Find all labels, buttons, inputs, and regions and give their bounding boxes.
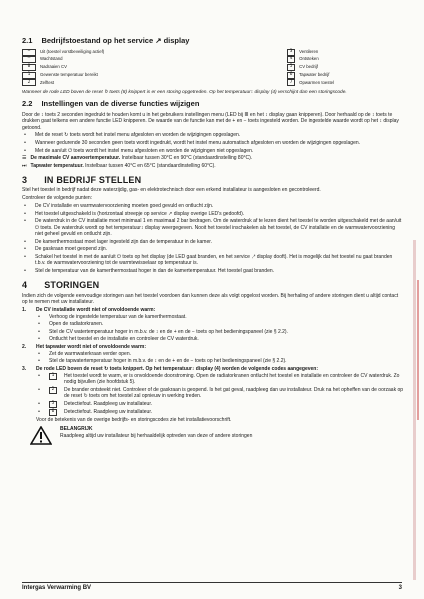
section-title: STORINGEN bbox=[44, 280, 100, 291]
list-item-text: De kamerthermostaat moet lager ingesteld zijn dan de temperatuur in de kamer. bbox=[35, 238, 213, 245]
bullet-icon: • bbox=[38, 350, 40, 357]
list-item bbox=[22, 401, 404, 408]
list-item-text: Stel de temperatuur van de kamerthermostaat hoger in dan de kamertemperatuur. Het toestel gaat branden. bbox=[35, 268, 275, 275]
fault-item-1-bullets bbox=[22, 314, 404, 343]
list-item-text: Detectiefout. Raadpleeg uw installateur. bbox=[64, 400, 153, 407]
list-item bbox=[22, 203, 404, 209]
bullet-icon: • bbox=[38, 386, 40, 393]
status-label: CV bedrijf bbox=[299, 64, 318, 70]
status-label: Ontsteken bbox=[299, 56, 319, 62]
list-item bbox=[22, 409, 404, 416]
bullet-icon: • bbox=[24, 140, 26, 147]
status-label: Ventileren bbox=[299, 48, 319, 54]
list-item-text: Met de aan/uit ⏻ toets wordt het instel menu afgesloten en worden de wijzigingen niet opgeslagen. bbox=[35, 147, 254, 154]
list-item bbox=[22, 218, 404, 237]
bullet-icon: • bbox=[24, 132, 26, 139]
tap-setting-label: Tapwater temperatuur. bbox=[30, 162, 84, 169]
fault-code: 6 bbox=[49, 409, 57, 416]
item-title: De CV installatie wordt niet of onvoldoende warm: bbox=[36, 307, 156, 314]
section-title: IN BEDRIJF STELLEN bbox=[44, 175, 142, 186]
section-2-1-heading bbox=[22, 38, 404, 44]
status-code-row bbox=[287, 48, 334, 55]
status-code: 4 bbox=[287, 56, 295, 63]
cv-setting-label: De maximale CV aanvoertemperatuur. bbox=[30, 155, 121, 162]
list-item-text: Het toestel wordt te warm, er is onvoldoende doorstroming. Open de radiatorkranen ontlucht het toestel en installatie en controleer de CV waterdruk. Zo nodig bijvullen (zie hoofdstuk 5). bbox=[64, 372, 400, 385]
important-notice bbox=[22, 426, 404, 445]
status-code-row bbox=[287, 56, 334, 63]
section-number: 2.2 bbox=[22, 99, 33, 109]
cv-setting-text: Instelbaar tussen 30°C en 90°C (standaardinstelling 80°C). bbox=[120, 155, 253, 162]
status-code-row bbox=[287, 79, 334, 86]
list-item bbox=[22, 239, 404, 245]
fault-code: 5 bbox=[49, 401, 57, 408]
bullet-icon: • bbox=[38, 336, 40, 343]
bullet-icon: • bbox=[24, 218, 26, 225]
section-title: Instellingen van de diverse functies wijzigen bbox=[41, 99, 200, 109]
item-number: 1. bbox=[22, 307, 27, 314]
list-item bbox=[22, 373, 404, 386]
commissioning-bullets bbox=[22, 203, 404, 274]
bullet-icon: • bbox=[24, 268, 26, 275]
list-item bbox=[22, 254, 404, 267]
bullet-icon: • bbox=[24, 254, 26, 261]
list-item-text: Detectiefout. Raadpleeg uw installateur. bbox=[64, 408, 153, 415]
status-code: 6 bbox=[287, 72, 295, 79]
list-item-text: Verhoog de ingestelde temperatuur van de kamerthermostaat. bbox=[49, 313, 187, 320]
commissioning-check-intro: Controleer de volgende punten: bbox=[22, 195, 93, 202]
section-4-heading bbox=[22, 280, 404, 291]
item-number: 3. bbox=[22, 366, 27, 373]
warning-icon bbox=[30, 426, 52, 445]
section-number: 2.1 bbox=[22, 36, 33, 45]
tap-icon: ⏭ bbox=[22, 162, 27, 169]
settings-paragraph: Door de ↕ toets 2 seconden ingedrukt te houden komt u in het gebruikers instellingen menu (LED bij ≣ en het ↕ display gaan knipperen). Door herhaald op de ↕ toets te drukken gaat telkens een andere functie LED knipperen. De waarde van de functie kan met de + en − toets ingesteld worden. De ingestelde waarde wordt op het ↕ display getoond. bbox=[22, 111, 399, 131]
list-item-text: Open de radiatorkranen. bbox=[49, 321, 104, 328]
bullet-icon: • bbox=[24, 246, 26, 253]
fault-code: 2 bbox=[49, 387, 57, 394]
status-label: Uit (toestel vorstbeveiliging actief) bbox=[40, 48, 105, 54]
bullet-icon: • bbox=[24, 147, 26, 154]
fault-note: Wanneer de rode LED boven de reset ↻ toets (8) knippert is er een storing opgetreden. Op het temperatuur↕ display (4) verschijnt dan een storingscode. bbox=[22, 90, 347, 96]
page-number: 3 bbox=[398, 585, 402, 591]
item-title: De rode LED boven de reset ↻ toets knippert. Op het temperatuur↕ display (4) worden de volgende codes aangegeven: bbox=[36, 366, 319, 373]
status-label: Gewenste temperatuur bereikt bbox=[40, 71, 98, 77]
status-label: Nadraaien CV bbox=[40, 64, 67, 70]
other-codes-note: Voor de betekenis van de overige bedrijfs- en storingscodes zie het installatievoorschrift. bbox=[36, 416, 232, 423]
status-code-row bbox=[287, 64, 334, 71]
bullet-icon: • bbox=[38, 400, 40, 407]
list-item-text: Ontlucht het toestel en de installatie en controleer de CV waterdruk. bbox=[49, 336, 199, 343]
page-edge-stripe bbox=[408, 240, 424, 580]
fault-item-2-bullets bbox=[22, 351, 404, 365]
list-item-text: De waterdruk in de CV installatie moet minimaal 1 en maximaal 2 bar bedragen. Om de waterdruk af te lezen dient het toestel te worden uitgeschakeld met de aan/uit ⏻ toets. De waterdruk wordt op het temperatuur↕ display weergegeven. Nooit het toestel inschakelen als het toestel, de CV installatie en de warmwatervoorziening niet geheel gevuld en ontlucht zijn. bbox=[35, 218, 402, 238]
status-code-row bbox=[22, 71, 104, 78]
item-number: 2. bbox=[22, 344, 27, 351]
list-item-text: Stel de CV watertemperatuur hoger in m.b.v. de ↕ en de + en de − toets op het bedieningspaneel (zie § 2.2). bbox=[49, 328, 288, 335]
bullet-icon: • bbox=[24, 210, 26, 217]
notice-title: BELANGRIJK bbox=[60, 426, 93, 433]
status-code: − bbox=[22, 49, 36, 56]
status-label: Zelftest bbox=[40, 79, 55, 85]
list-item bbox=[22, 387, 404, 400]
list-item-text: Met de reset ↻ toets wordt het instel menu afgesloten en worden de wijzigingen opgeslagen. bbox=[35, 132, 241, 139]
list-item bbox=[22, 336, 404, 342]
list-item bbox=[22, 314, 404, 320]
section-number: 3 bbox=[22, 175, 28, 186]
status-codes-left bbox=[22, 48, 104, 86]
status-code-row bbox=[22, 79, 104, 86]
section-title: Bedrijfstoestand op het service ↗ display bbox=[41, 36, 190, 45]
tap-setting-text: Instelbaar tussen 40°C en 65°C (standaardinstelling 60°C). bbox=[83, 162, 216, 169]
bullet-icon: • bbox=[24, 238, 26, 245]
item-title: Het tapwater wordt niet of onvoldoende warm: bbox=[36, 344, 147, 351]
list-item bbox=[22, 211, 404, 217]
list-item-text: Schakel het toestel in met de aan/uit ⏻ toets op het display (de LED gaat branden, en het service ↗ display dooft). Het is mogelijk dat het toestel nu gaat branden t.b.v. de warmwatervoorziening tot de warmtewisselaar op temperatuur is. bbox=[35, 254, 393, 267]
list-item-text: Zet de warmwaterkraan verder open. bbox=[49, 350, 131, 357]
list-item bbox=[22, 268, 404, 274]
cv-setting-line bbox=[22, 155, 404, 161]
status-codes-right bbox=[287, 48, 334, 86]
settings-bullets bbox=[22, 132, 404, 154]
footer-company: Intergas Verwarming BV bbox=[22, 585, 92, 591]
radiator-icon: ☰ bbox=[22, 155, 27, 162]
page-footer bbox=[22, 582, 402, 591]
notice-text: Raadpleeg altijd uw installateur bij herhaaldelijk optreden van deze of andere storingen bbox=[60, 432, 253, 439]
bullet-icon: • bbox=[38, 408, 40, 415]
bullet-icon: • bbox=[38, 358, 40, 365]
status-code: 2 bbox=[22, 79, 36, 86]
status-label: Opwarmen toestel bbox=[299, 79, 334, 85]
commissioning-intro: Stel het toestel in bedrijf nadat deze waterzijdig, gas- en elektrotechnisch door een erkend installateur is aangesloten en gecontroleerd. bbox=[22, 187, 321, 194]
status-code: 1 bbox=[22, 72, 36, 79]
section-number: 4 bbox=[22, 280, 28, 291]
list-item-text: Het toestel uitgeschakeld is (horizontaal streepje op service ↗ display overige LED's gedoofd). bbox=[35, 210, 245, 217]
status-code-row bbox=[22, 64, 104, 71]
status-code: 5 bbox=[287, 64, 295, 71]
status-label: Tapwater bedrijf bbox=[299, 71, 330, 77]
bullet-icon: • bbox=[24, 203, 26, 210]
status-code-row bbox=[22, 48, 104, 55]
list-item bbox=[22, 140, 404, 146]
bullet-icon: • bbox=[38, 321, 40, 328]
status-code: – bbox=[22, 56, 36, 63]
list-item-text: De CV installatie en warmwatervoorziening moeten goed gevuld en ontlucht zijn. bbox=[35, 203, 214, 210]
list-item bbox=[22, 358, 404, 364]
status-code-row bbox=[287, 71, 334, 78]
tap-setting-line bbox=[22, 163, 404, 169]
section-2-2-heading bbox=[22, 101, 404, 107]
bullet-icon: • bbox=[38, 313, 40, 320]
status-label: Wachtstand bbox=[40, 56, 63, 62]
status-code-table bbox=[22, 48, 404, 86]
list-item-text: De gaskraan moet geopend zijn. bbox=[35, 246, 107, 253]
status-code-row bbox=[22, 56, 104, 63]
status-code: 7 bbox=[287, 79, 295, 86]
status-code: 3 bbox=[287, 49, 295, 56]
list-item bbox=[22, 148, 404, 154]
section-3-heading bbox=[22, 175, 404, 186]
list-item-text: Stel de tapwatertemperatuur hoger in m.b.v. de ↕ en de + en de − toets op het bedieningspaneel (zie § 2.2). bbox=[49, 358, 287, 365]
fault-code: 1 bbox=[49, 373, 57, 380]
list-item bbox=[22, 246, 404, 252]
faults-intro: Indien zich de volgende eenvoudige storingen aan het toestel voordoen dan kunnen deze als volgt opgelost worden. Bij herhaling of andere storingen dient u altijd contact op te nemen met uw installateur. bbox=[22, 292, 399, 306]
bullet-icon: • bbox=[38, 328, 40, 335]
status-code: 0 bbox=[22, 64, 36, 71]
list-item bbox=[22, 321, 404, 327]
list-item-text: De brander ontsteekt niet. Controleer of de gaskraan is geopend. Is het gat geval, raadpleeg dan uw installateur. Druk na het opheffen van de oorzaak op de reset ↻ toets om het toestel zal opnieuw in werking treden. bbox=[64, 386, 404, 399]
page-content bbox=[22, 38, 404, 445]
list-item-text: Wanneer gedurende 30 seconden geen toets wordt ingedrukt, wordt het instel menu automatisch afgesloten en worden de wijzigingen opgeslagen. bbox=[35, 140, 361, 147]
list-item bbox=[22, 351, 404, 357]
list-item bbox=[22, 132, 404, 138]
bullet-icon: • bbox=[38, 372, 40, 379]
list-item bbox=[22, 329, 404, 335]
fault-item-3-bullets bbox=[22, 373, 404, 416]
